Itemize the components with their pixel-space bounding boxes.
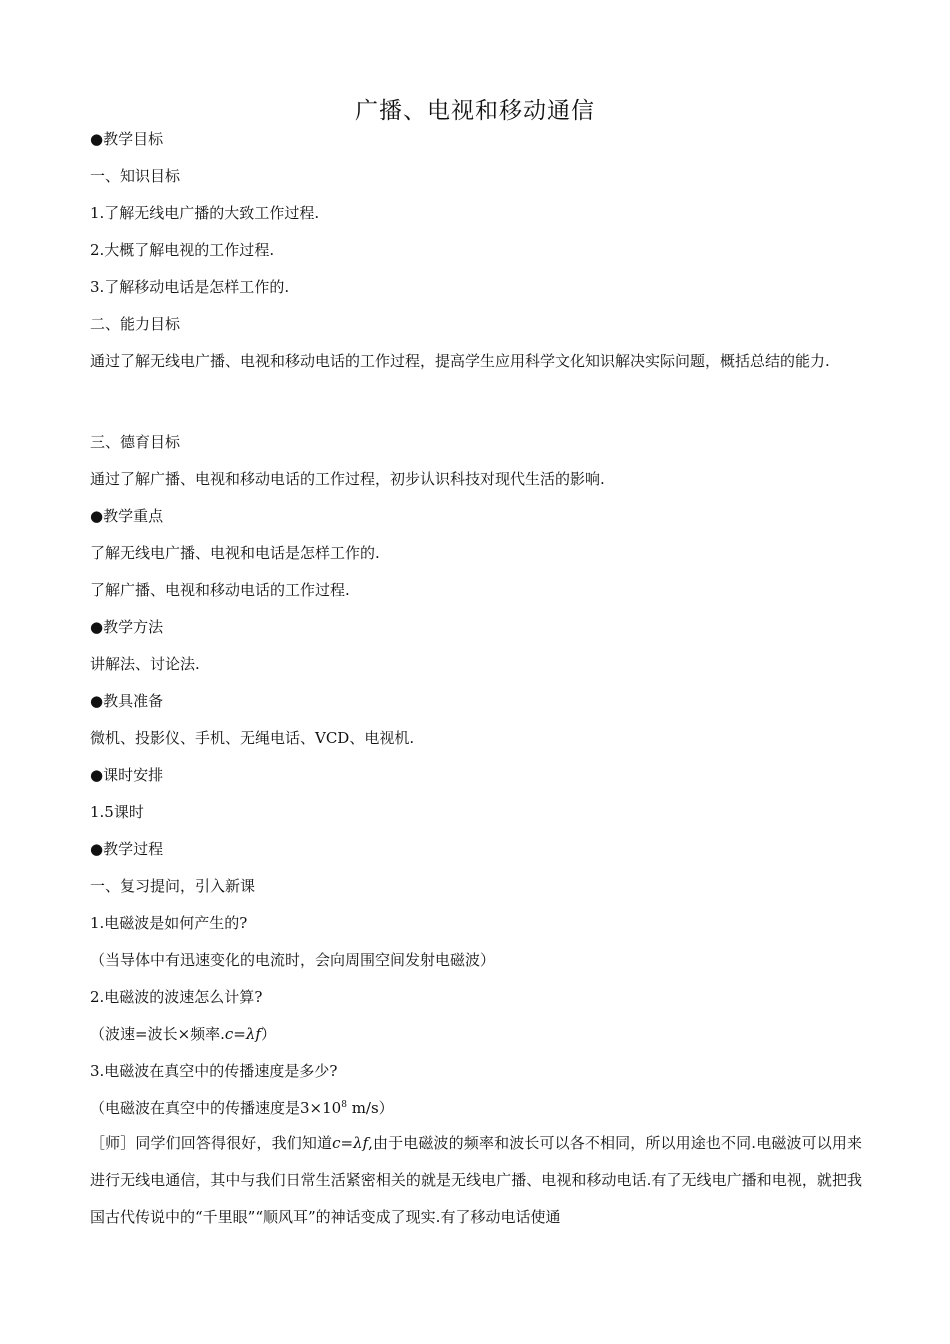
knowledge-goal-3: 3.了解移动电话是怎样工作的. bbox=[90, 278, 290, 296]
answer-3-text: （电磁波在真空中的传播速度是3×10 bbox=[90, 1099, 342, 1117]
heading-teaching-aids: ●教具准备 bbox=[90, 692, 164, 710]
section-review-intro: 一、复习提问，引入新课 bbox=[90, 877, 256, 895]
question-3: 3.电磁波在真空中的传播速度是多少? bbox=[90, 1062, 338, 1080]
question-1: 1.电磁波是如何产生的? bbox=[90, 914, 248, 932]
key-point-2: 了解广播、电视和移动电话的工作过程. bbox=[90, 581, 350, 599]
heading-teaching-goals: ●教学目标 bbox=[90, 130, 164, 148]
teaching-methods-text: 讲解法、讨论法. bbox=[90, 655, 200, 673]
answer-3 bbox=[90, 1097, 862, 1119]
answer-2 bbox=[90, 1023, 862, 1045]
teacher-paragraph bbox=[90, 1125, 862, 1236]
knowledge-goal-2: 2.大概了解电视的工作过程. bbox=[90, 241, 275, 259]
moral-goal-text: 通过了解广播、电视和移动电话的工作过程，初步认识科技对现代生活的影响. bbox=[90, 470, 605, 488]
answer-2-text: （波速=波长×频率. bbox=[90, 1025, 225, 1043]
question-2: 2.电磁波的波速怎么计算? bbox=[90, 988, 263, 1006]
heading-key-points: ●教学重点 bbox=[90, 507, 164, 525]
ability-goal-paragraph: 通过了解无线电广播、电视和移动电话的工作过程，提高学生应用科学文化知识解决实际问题，概括总结的能力. bbox=[90, 352, 830, 370]
answer-2-formula: c=λf bbox=[224, 1025, 261, 1043]
answer-3-unit: m/s） bbox=[346, 1099, 394, 1117]
key-point-1: 了解无线电广播、电视和电话是怎样工作的. bbox=[90, 544, 380, 562]
heading-ability-goals: 二、能力目标 bbox=[90, 315, 181, 333]
knowledge-goal-1: 1.了解无线电广播的大致工作过程. bbox=[90, 204, 320, 222]
heading-teaching-process: ●教学过程 bbox=[90, 840, 164, 858]
page-title: 广播、电视和移动通信 bbox=[355, 98, 595, 124]
answer-1: （当导体中有迅速变化的电流时，会向周围空间发射电磁波） bbox=[90, 951, 496, 969]
answer-3-exponent: 8 bbox=[341, 1100, 347, 1110]
answer-2-close: ） bbox=[260, 1025, 276, 1043]
heading-knowledge-goals: 一、知识目标 bbox=[90, 167, 181, 185]
teacher-paragraph-rest: ,由于电磁波的频率和波长可以各不相同，所以用途也不同.电磁波可以用来进行无线电通信，其中与我们日常生活紧密相关的就是无线电广播、电视和移动电话.有了无线电广播和电视，就把我国古代传说中的“千里眼”“顺风耳”的神话变成了现实.有了移动电话使通 bbox=[90, 1134, 862, 1226]
heading-schedule: ●课时安排 bbox=[90, 766, 164, 784]
teacher-paragraph-formula: c=λf bbox=[332, 1134, 369, 1152]
heading-teaching-methods: ●教学方法 bbox=[90, 618, 164, 636]
heading-moral-goals: 三、德育目标 bbox=[90, 433, 181, 451]
teacher-paragraph-start: ［师］同学们回答得很好，我们知道 bbox=[90, 1134, 333, 1152]
schedule-text: 1.5课时 bbox=[90, 803, 144, 821]
teaching-aids-text: 微机、投影仪、手机、无绳电话、VCD、电视机. bbox=[90, 729, 415, 747]
